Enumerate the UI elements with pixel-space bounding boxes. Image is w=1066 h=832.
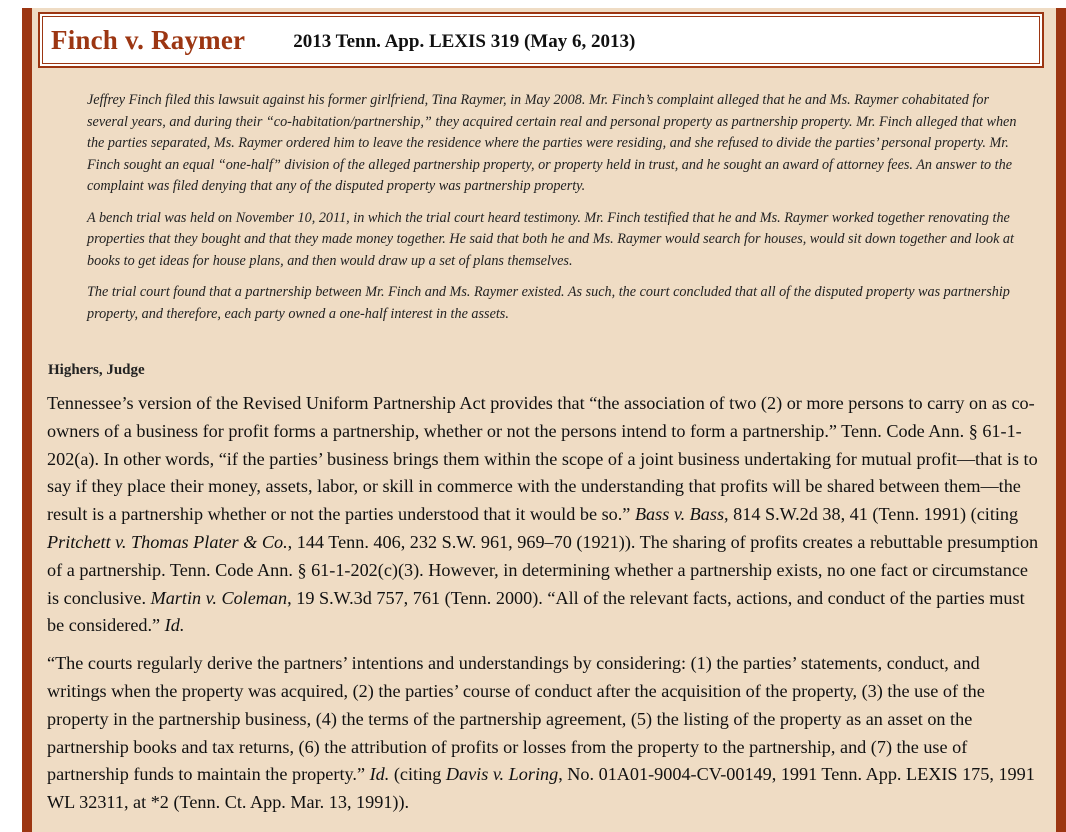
- id-reference: Id.: [164, 615, 185, 636]
- case-reference: Davis v. Loring: [445, 764, 559, 785]
- opinion-text-run: , 19 S.W.3d 757, 761 (Tenn. 2000). “All of the relevant facts, actions, and conduct of the parties must be considered.”: [47, 587, 1025, 636]
- case-name: Finch v. Raymer: [51, 24, 246, 55]
- case-citation: 2013 Tenn. App. LEXIS 319 (May 6, 2013): [293, 30, 636, 52]
- opinion-text-run: , No. 01A01-9004-CV-00149, 1991 Tenn. App. LEXIS 175, 1991 WL 32311, at *2 (Tenn. Ct. App. Mar. 13, 1991)).: [47, 764, 1035, 813]
- case-brief-page: [22, 8, 1066, 832]
- facts-paragraph: The trial court found that a partnership between Mr. Finch and Ms. Raymer existed. As such, the court concluded that all of the disputed property was partnership property, and therefore, each party owned a one-half interest in the assets.: [87, 284, 1010, 322]
- opinion-text: [47, 390, 1042, 827]
- facts-paragraph: A bench trial was held on November 10, 2011, in which the trial court heard testimony. Mr. Finch testified that he and Ms. Raymer worked together renovating the properties that they bought and that they made money together. He said that both he and Ms. Raymer would search for houses, would sit down together and look at books to get ideas for house plans, and then would draw up a set of plans themselves.: [87, 209, 1014, 269]
- case-reference: Martin v. Coleman: [150, 587, 288, 608]
- judge-name: Highers, Judge: [48, 362, 145, 378]
- id-reference: Id.: [369, 764, 390, 785]
- opinion-text-run: , 814 S.W.2d 38, 41 (Tenn. 1991) (citing: [724, 504, 1019, 525]
- opinion-text-run: , 144 Tenn. 406, 232 S.W. 961, 969–70 (1921)). The sharing of profits creates a rebuttable presumption of a partnership. Tenn. Code Ann. § 61-1-202(c)(3). However, in determining whether a partnership exists, no one fact or circumstance is conclusive.: [47, 531, 1039, 608]
- opinion-text-run: Tennessee’s version of the Revised Uniform Partnership Act provides that “the association of two (2) or more persons to carry on as co-owners of a business for profit forms a partnership, whether or not the persons intend to form a partnership.” Tenn. Code Ann. § 61-1-202(a). In other words, “if the parties’ business brings them within the scope of a joint business undertaking for mutual profit—that is to say if they place their money, assets, labor, or skill in commerce with the understanding that profits will be shared between them—the result is a partnership whether or not the parties understood that it would be so.”: [47, 393, 1038, 525]
- case-facts: [87, 90, 1017, 335]
- title-inner-frame: [42, 16, 1040, 64]
- title-box: [38, 12, 1044, 68]
- case-reference: Pritchett v. Thomas Plater & Co.: [47, 531, 288, 552]
- facts-paragraph: Jeffrey Finch filed this lawsuit against his former girlfriend, Tina Raymer, in May 2008. Mr. Finch’s complaint alleged that he and Ms. Raymer cohabitated for several years, and during their “co-habitation/partnership,” they acquired certain real and personal property as partnership property. Mr. Finch alleged that when the parties separated, Ms. Raymer ordered him to leave the residence where the parties were residing, and she refused to divide the parties’ personal property. Mr. Finch sought an equal “one-half” division of the alleged partnership property, or property held in trust, and he sought an award of attorney fees. An answer to the complaint was filed denying that any of the disputed property was partnership property.: [87, 92, 1017, 194]
- opinion-text-run: “The courts regularly derive the partners’ intentions and understandings by considering: (1) the parties’ statements, conduct, and writings when the property was acquired, (2) the parties’ course of conduct after the acquisition of the property, (3) the use of the property in the partnership business, (4) the terms of the partnership agreement, (5) the listing of the property as an asset on the partnership books and tax returns, (6) the attribution of profits or losses from the property to the partnership, and (7) the use of partnership funds to maintain the property.”: [47, 653, 985, 785]
- case-reference: Bass v. Bass: [634, 504, 725, 525]
- opinion-paragraph: [47, 390, 1042, 640]
- opinion-text-run: (citing: [389, 764, 446, 785]
- opinion-paragraph: [47, 650, 1042, 817]
